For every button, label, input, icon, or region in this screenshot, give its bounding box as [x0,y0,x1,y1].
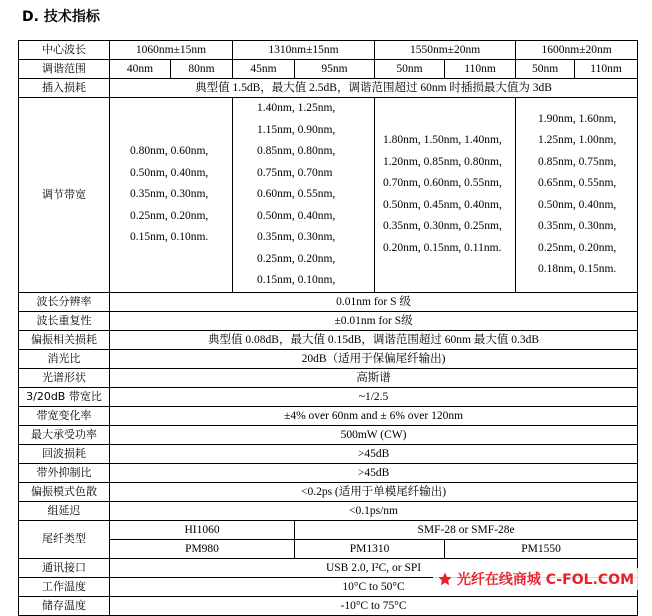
cell-value: <0.2ps (适用于单模尾纤输出) [110,482,638,501]
cell-value: 典型值 1.5dB，最大值 2.5dB，调谐范围超过 60nm 时插损最大值为 3dB [110,79,638,98]
bandwidth-value: 0.60nm, 0.55nm, [257,188,336,200]
watermark-text: 光纤在线商城 C-FOL.COM [456,572,634,588]
row-fiber-type [19,520,638,539]
row-label: 带外抑制比 [19,463,110,482]
bandwidth-value: 0.15nm, 0.10nm, [257,274,336,286]
cell-value: SMF-28 or SMF-28e [295,520,638,539]
row-label: 3/20dB 带宽比 [19,387,110,406]
cell-value: 20dB（适用于保偏尾纤输出) [110,349,638,368]
row-label: 组延迟 [19,501,110,520]
row-extinction [19,349,638,368]
bandwidth-value: 0.35nm, 0.30nm, [538,220,617,233]
bandwidth-value: 1.90nm, 1.60nm, [538,112,617,125]
cell-value: >45dB [110,444,638,463]
bandwidth-value: 0.85nm, 0.75nm, [538,155,617,168]
cell-value: ±4% over 60nm and ± 6% over 120nm [110,406,638,425]
row-label: 调谐范围 [19,60,110,79]
row-group-delay [19,501,638,520]
bandwidth-col-1060 [110,98,233,293]
cell-value: 110nm [575,60,638,79]
row-label: 波长分辨率 [19,292,110,311]
star-icon [437,571,453,587]
cell-value: 95nm [295,60,375,79]
cell-value: PM980 [110,539,295,558]
row-label: 带宽变化率 [19,406,110,425]
row-resolution [19,292,638,311]
bandwidth-value: 1.80nm, 1.50nm, 1.40nm, [383,134,502,147]
cell-value: HI1060 [110,520,295,539]
row-label: 回波损耗 [19,444,110,463]
cell-value: 1310nm±15nm [233,41,375,60]
cell-value: -10°C to 75°C [110,596,638,615]
cell-value: 0.01nm for S 级 [110,292,638,311]
bandwidth-value: 0.35nm, 0.30nm, [130,188,209,200]
row-label: 最大承受功率 [19,425,110,444]
row-bw-ratio [19,387,638,406]
cell-value: USB 2.0, I²C, or SPI [110,558,638,577]
cell-value: ~1/2.5 [110,387,638,406]
cell-value: <0.1ps/nm [110,501,638,520]
cell-value: 1600nm±20nm [516,41,638,60]
row-storage-temp [19,596,638,615]
row-label: 波长重复性 [19,311,110,330]
row-label: 储存温度 [19,596,110,615]
bandwidth-value: 0.15nm, 0.10nm. [130,231,209,243]
bandwidth-value: 0.80nm, 0.60nm, [130,145,209,157]
cell-value: 110nm [445,60,516,79]
spec-table [18,40,638,616]
bandwidth-value: 0.18nm, 0.15nm. [538,263,617,276]
bandwidth-col-1550 [375,98,516,293]
row-bandwidth [19,98,638,293]
row-label: 调节带宽 [19,98,110,293]
cell-value: >45dB [110,463,638,482]
row-return-loss [19,444,638,463]
bandwidth-value: 0.50nm, 0.45nm, 0.40nm, [383,198,502,211]
bandwidth-value: 0.20nm, 0.15nm, 0.11nm. [383,241,502,254]
cell-value: 高斯谱 [110,368,638,387]
bandwidth-value: 0.50nm, 0.40nm, [130,166,209,179]
row-spectrum-shape [19,368,638,387]
row-label: 光谱形状 [19,368,110,387]
bandwidth-value: 1.40nm, 1.25nm, [257,102,336,114]
bandwidth-value: 0.25nm, 0.20nm, [538,241,617,254]
bandwidth-col-1600 [516,98,638,293]
row-label: 偏振相关损耗 [19,330,110,349]
row-label: 偏振模式色散 [19,482,110,501]
bandwidth-value: 0.25nm, 0.20nm, [130,209,209,222]
row-max-power [19,425,638,444]
section-heading: D. 技术指标 [22,9,100,25]
bandwidth-value: 0.65nm, 0.55nm, [538,177,617,190]
watermark [433,568,638,590]
bandwidth-value: 1.20nm, 0.85nm, 0.80nm, [383,155,502,168]
row-bw-variation [19,406,638,425]
row-oob-rejection [19,463,638,482]
row-insertion-loss [19,79,638,98]
cell-value: ±0.01nm for S级 [110,311,638,330]
bandwidth-value: 0.25nm, 0.20nm, [257,252,336,265]
row-center-wavelength [19,41,638,60]
row-label: 通讯接口 [19,558,110,577]
bandwidth-value: 0.35nm, 0.30nm, [257,231,336,243]
cell-value: 45nm [233,60,295,79]
bandwidth-value: 0.50nm, 0.40nm, [257,209,336,222]
cell-value: 40nm [110,60,171,79]
cell-value: 80nm [171,60,233,79]
row-label: 消光比 [19,349,110,368]
bandwidth-col-1310 [233,98,375,293]
cell-value: 500mW (CW) [110,425,638,444]
cell-value: 1550nm±20nm [375,41,516,60]
cell-value: 典型值 0.08dB，最大值 0.15dB，调谐范围超过 60nm 最大值 0.3dB [110,330,638,349]
bandwidth-value: 1.15nm, 0.90nm, [257,123,336,136]
cell-value: 50nm [375,60,445,79]
row-label: 工作温度 [19,577,110,596]
cell-value: PM1550 [445,539,638,558]
bandwidth-value: 0.70nm, 0.60nm, 0.55nm, [383,177,502,190]
row-repeatability [19,311,638,330]
row-label: 尾纤类型 [19,520,110,558]
cell-value: 1060nm±15nm [110,41,233,60]
bandwidth-value: 0.75nm, 0.70nm [257,166,333,179]
bandwidth-value: 0.50nm, 0.40nm, [538,198,617,211]
row-pdl [19,330,638,349]
bandwidth-value: 0.85nm, 0.80nm, [257,145,336,157]
row-fiber-type-pm [19,539,638,558]
row-label: 插入损耗 [19,79,110,98]
row-pmd [19,482,638,501]
row-tuning-range [19,60,638,79]
bandwidth-value: 0.35nm, 0.30nm, 0.25nm, [383,220,502,233]
cell-value: 50nm [516,60,575,79]
row-label: 中心波长 [19,41,110,60]
bandwidth-value: 1.25nm, 1.00nm, [538,134,617,147]
cell-value: PM1310 [295,539,445,558]
cell-value: 10°C to 50°C [110,577,638,596]
